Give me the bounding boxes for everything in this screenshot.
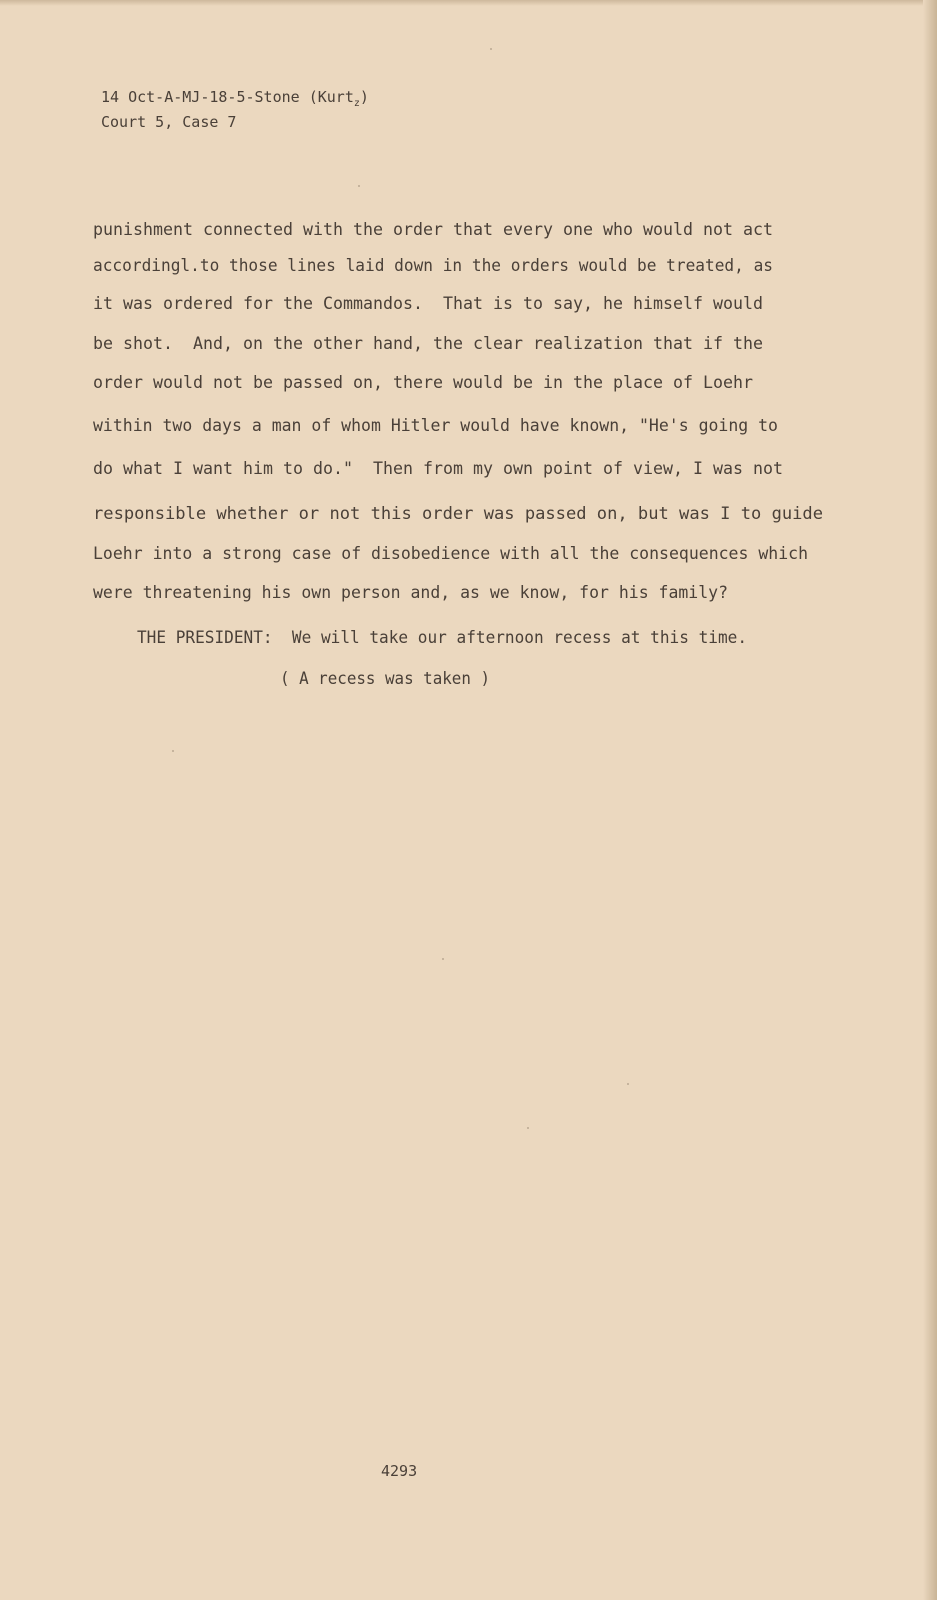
header-subscript: z	[353, 98, 360, 109]
header-line-1	[101, 88, 369, 113]
paper-speck	[172, 750, 174, 752]
recess-note: ( A recess was taken )	[280, 669, 490, 688]
page-edge-shadow-top	[0, 0, 937, 6]
document-header	[101, 88, 369, 132]
transcript-line-5: order would not be passed on, there would be in the place of Loehr	[93, 373, 753, 392]
header-case-ref: 14 Oct-A-MJ-18-5-Stone (Kurt	[101, 88, 354, 106]
transcript-line-9: Loehr into a strong case of disobedience with all the consequences which	[93, 544, 808, 563]
transcript-line-1: punishment connected with the order that every one who would not act	[93, 220, 773, 239]
president-statement: THE PRESIDENT: We will take our afternoon recess at this time.	[137, 628, 747, 647]
transcript-line-4: be shot. And, on the other hand, the clear realization that if the	[93, 334, 764, 353]
paper-speck	[358, 185, 360, 187]
header-line-2: Court 5, Case 7	[101, 113, 237, 131]
transcript-line-8: responsible whether or not this order was passed on, but was I to guide	[93, 504, 823, 523]
page-edge-shadow-right	[923, 0, 937, 1600]
page-number: 4293	[381, 1462, 418, 1480]
transcript-line-6: within two days a man of whom Hitler would have known, "He's going to	[93, 416, 778, 435]
transcript-line-3: it was ordered for the Commandos. That is to say, he himself would	[93, 294, 764, 313]
paper-speck	[527, 1127, 529, 1129]
header-close-paren: )	[359, 88, 369, 106]
transcript-line-10: were threatening his own person and, as we know, for his family?	[93, 583, 728, 602]
paper-speck	[490, 48, 492, 50]
transcript-line-2: accordingl.to those lines laid down in the orders would be treated, as	[93, 256, 773, 275]
transcript-line-7: do what I want him to do." Then from my own point of view, I was not	[93, 459, 783, 478]
paper-speck	[442, 958, 444, 960]
paper-speck	[627, 1083, 629, 1085]
